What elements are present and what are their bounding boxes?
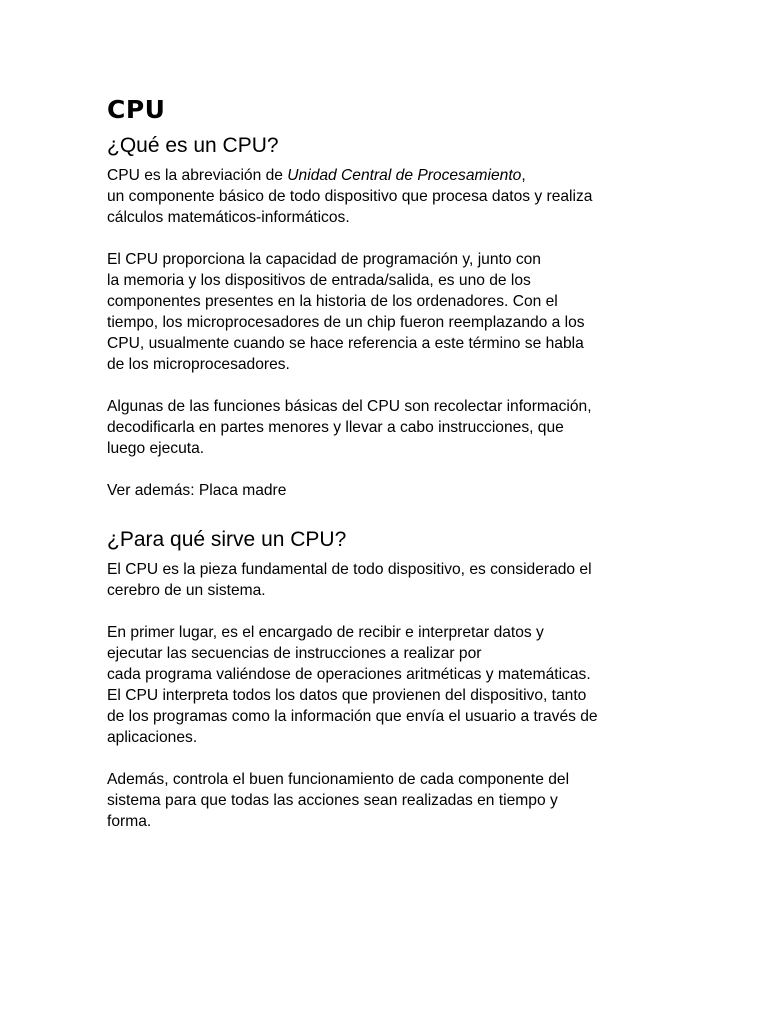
- paragraph-see-also: [107, 480, 668, 501]
- text-line: sistema para que todas las acciones sean realizadas en tiempo y: [107, 792, 558, 809]
- paragraph-control: [107, 769, 668, 832]
- section-heading-que-es: ¿Qué es un CPU?: [107, 134, 279, 157]
- text-line: Algunas de las funciones básicas del CPU son recolectar información,: [107, 398, 592, 415]
- text-fragment: ,: [521, 167, 526, 184]
- text-line: forma.: [107, 813, 152, 830]
- text-line: cerebro de un sistema.: [107, 582, 266, 599]
- italic-term: Unidad Central de Procesamiento: [287, 167, 522, 184]
- text-line: la memoria y los dispositivos de entrada/salida, es uno de los: [107, 272, 531, 289]
- text-line: El CPU proporciona la capacidad de programación y, junto con: [107, 251, 541, 268]
- text-line: decodificarla en partes menores y llevar a cabo instrucciones, que: [107, 419, 564, 436]
- paragraph-fundamental: [107, 559, 668, 601]
- text-line: cada programa valiéndose de operaciones aritméticas y matemáticas.: [107, 666, 591, 683]
- text-line: En primer lugar, es el encargado de recibir e interpretar datos y: [107, 624, 544, 641]
- paragraph-functions: [107, 396, 668, 459]
- paragraph-first-place: [107, 622, 668, 748]
- document-title: CPU: [107, 95, 166, 124]
- text-line: tiempo, los microprocesadores de un chip fueron reemplazando a los: [107, 314, 585, 331]
- text-line: un componente básico de todo dispositivo que procesa datos y realiza: [107, 188, 593, 205]
- text-line: aplicaciones.: [107, 729, 198, 746]
- text-line: ejecutar las secuencias de instrucciones a realizar por: [107, 645, 482, 662]
- see-also-text: Ver además: Placa madre: [107, 482, 287, 499]
- text-line: cálculos matemáticos-informáticos.: [107, 209, 350, 226]
- text-fragment: CPU es la abreviación de: [107, 167, 288, 184]
- text-line: [107, 165, 668, 186]
- text-line: de los microprocesadores.: [107, 356, 290, 373]
- text-line: luego ejecuta.: [107, 440, 205, 457]
- text-line: de los programas como la información que envía el usuario a través de: [107, 708, 598, 725]
- section-heading-para-que-sirve: ¿Para qué sirve un CPU?: [107, 528, 347, 551]
- text-line: Además, controla el buen funcionamiento de cada componente del: [107, 771, 570, 788]
- text-line: CPU, usualmente cuando se hace referencia a este término se habla: [107, 335, 584, 352]
- paragraph-definition: [107, 165, 668, 228]
- paragraph-capacity: [107, 249, 668, 375]
- text-line: componentes presentes en la historia de los ordenadores. Con el: [107, 293, 558, 310]
- text-line: El CPU es la pieza fundamental de todo dispositivo, es considerado el: [107, 561, 592, 578]
- text-line: El CPU interpreta todos los datos que provienen del dispositivo, tanto: [107, 687, 587, 704]
